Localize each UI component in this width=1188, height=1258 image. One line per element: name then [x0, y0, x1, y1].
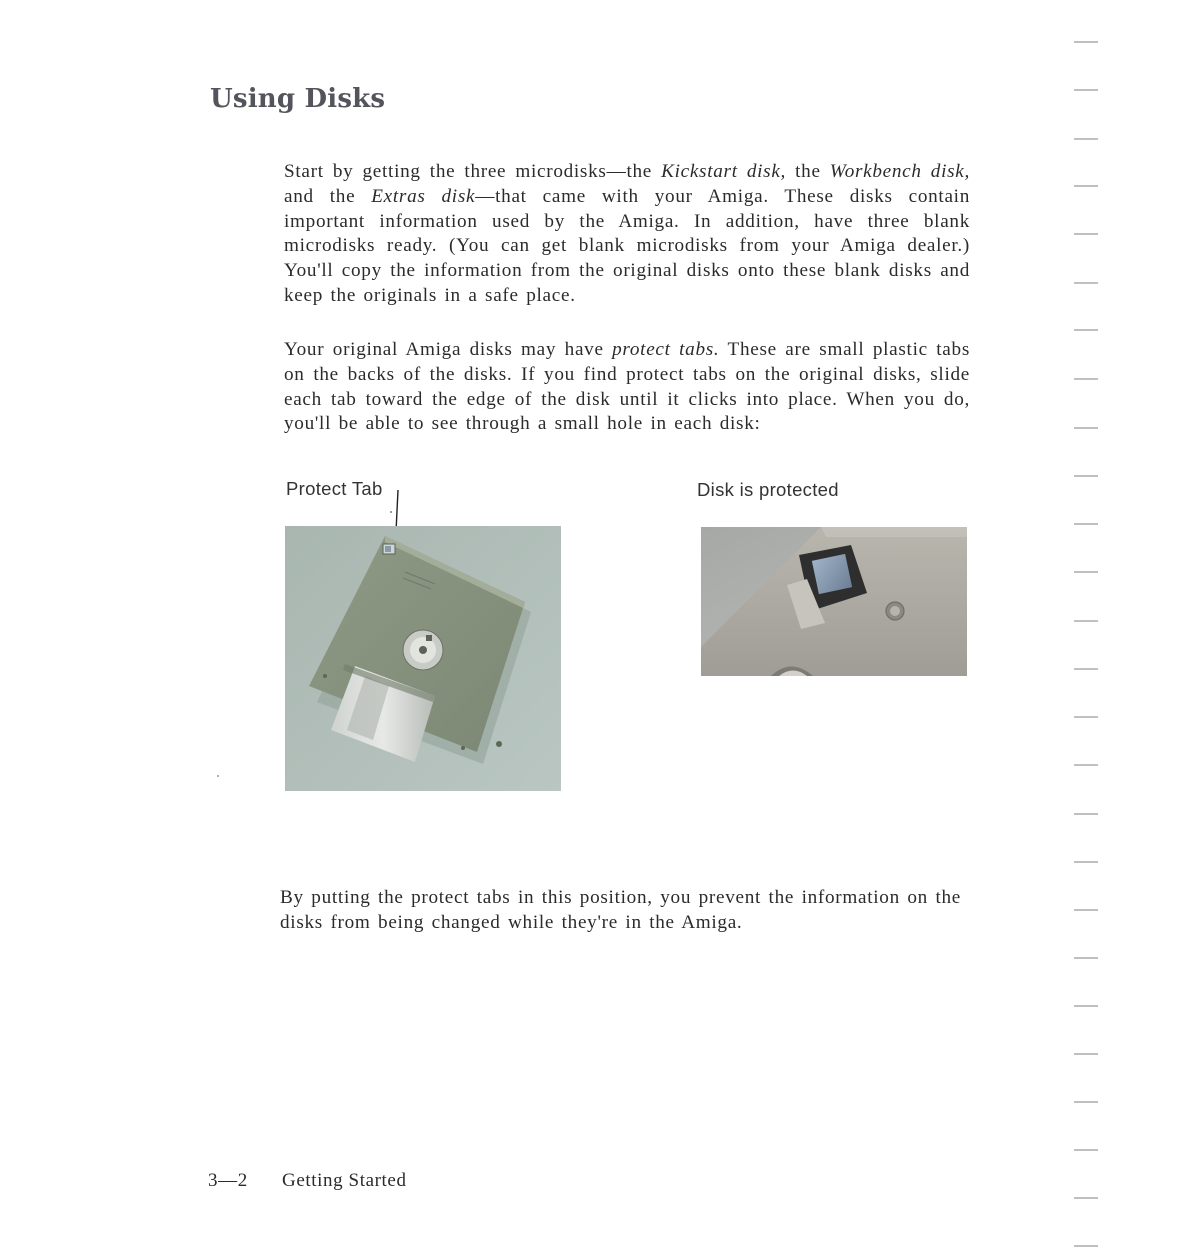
scan-speck: [217, 775, 219, 777]
protect-tab-caption: Protect Tab: [286, 478, 383, 499]
protect-tabs-term: protect tabs.: [612, 339, 720, 360]
floppy-disk-photo: [285, 526, 561, 791]
protect-tabs-paragraph: Your original Amiga disks may have protect tabs. These are small plastic tabs on the backs of the disks. If you find protect tabs on the original disks, slide each tab toward the edge of the disk until it clicks into place. When you do, you'll be able to see through a small hole in each disk:: [284, 339, 970, 435]
extras-disk-term: Extras disk: [371, 185, 476, 207]
page-number: 3—2: [208, 1170, 248, 1191]
protected-disk-closeup-photo: [701, 527, 967, 676]
intro-paragraph: Start by getting the three microdisks—the Kickstart disk, the Workbench disk, and the Extras disk—that came with your Amiga. These disks contain important information used by the Amiga. In addition, have three blank microdisks ready. (You can get blank microdisks from your Amiga dealer.) You'll copy the information from the original disks onto these blank disks and keep the originals in a safe place.: [284, 161, 970, 306]
workbench-disk-term: Workbench disk,: [829, 161, 970, 182]
disk-protected-caption: Disk is protected: [697, 479, 839, 500]
page-edge-tick-marks: [1068, 0, 1108, 1258]
footer-section-title: Getting Started: [282, 1170, 407, 1191]
page-heading: Using Disks: [210, 84, 386, 114]
kickstart-disk-term: Kickstart disk,: [661, 161, 787, 182]
closing-paragraph: By putting the protect tabs in this position, you prevent the information on the disks from being changed while they're in the Amiga.: [280, 887, 961, 933]
